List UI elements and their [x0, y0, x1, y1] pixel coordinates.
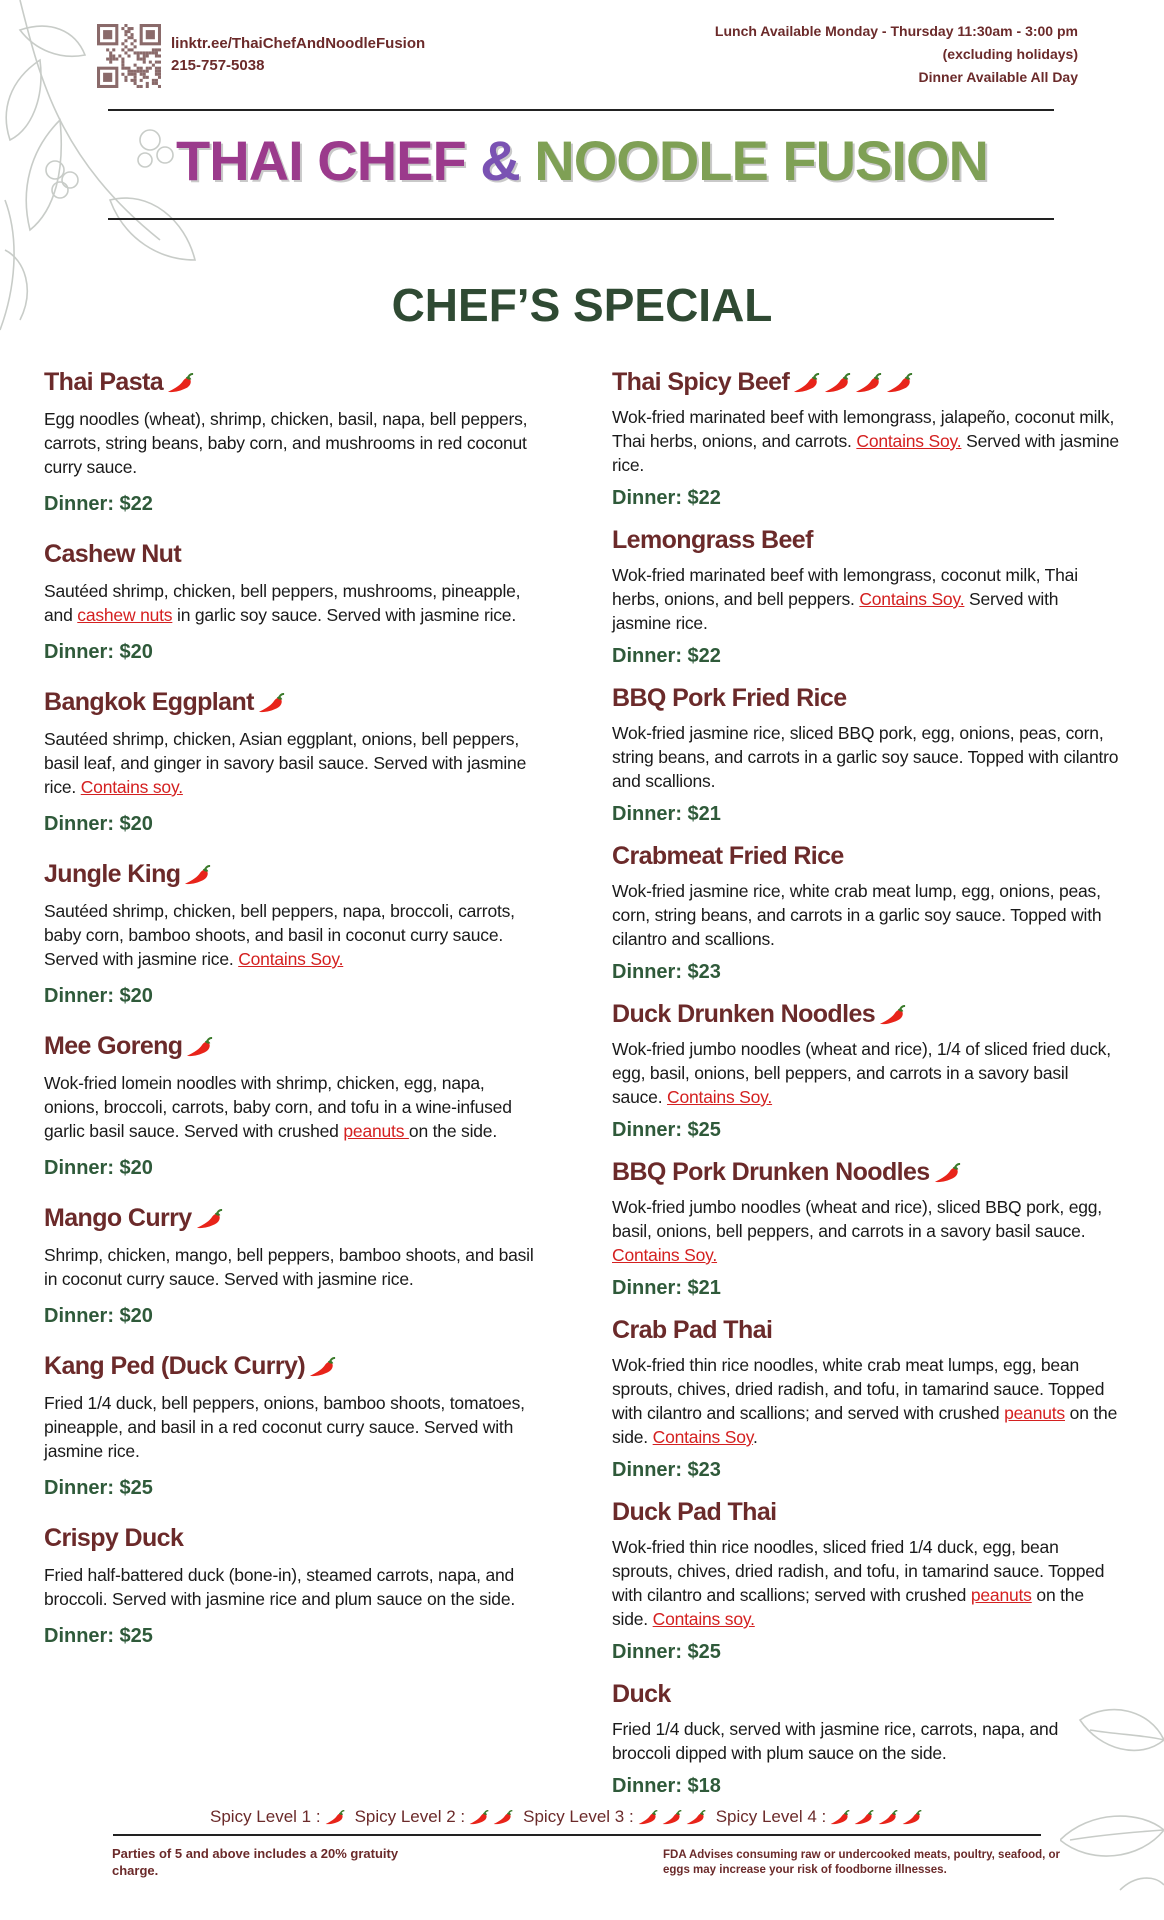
menu-item-title: Mee Goreng	[44, 1032, 183, 1060]
lunch-hours: Lunch Available Monday - Thursday 11:30am - 3:00 pm	[714, 23, 1078, 39]
section-title: CHEF’S SPECIAL	[391, 279, 773, 331]
allergen-warning: Contains Soy.	[238, 949, 344, 969]
allergen-warning: Contains Soy.	[667, 1087, 773, 1107]
menu-item-description	[44, 727, 544, 799]
description-text: Served with jasmine rice.	[612, 431, 1119, 475]
menu-item-description	[44, 579, 544, 627]
description-text: Wok-fried jumbo noodles (wheat and rice), 1/4 of sliced fried duck, egg, basil, onions, bell peppers, and carrots in a savory basil sauce.	[612, 1039, 1111, 1107]
description-text: on the side.	[612, 1585, 1084, 1629]
restaurant-title	[0, 128, 1164, 193]
spicy-level-1	[210, 1807, 345, 1826]
menu-column-left	[44, 368, 544, 1672]
description-text: Served with jasmine rice.	[612, 589, 1059, 633]
menu-item-name	[44, 860, 544, 889]
chili-pepper-icon	[902, 1810, 922, 1826]
menu-item-name	[612, 842, 1120, 871]
menu-item	[612, 842, 1120, 984]
menu-item-price: Dinner: $20	[44, 641, 153, 663]
allergen-warning: cashew nuts	[77, 605, 173, 625]
chili-pepper-icon	[167, 373, 194, 395]
menu-item	[612, 684, 1120, 826]
spicy-level-label: Spicy Level 1 :	[210, 1807, 321, 1826]
description-text: Fried 1/4 duck, served with jasmine rice, carrots, napa, and broccoli dipped with plum sauce on the side.	[612, 1719, 1059, 1763]
menu-item-description	[44, 1243, 544, 1291]
menu-item-price: Dinner: $20	[44, 985, 153, 1007]
header-contact	[171, 33, 425, 77]
description-text: Wok-fried jumbo noodles (wheat and rice), sliced BBQ pork, egg, basil, onions, bell peppers, and carrots in a savory basil sauce.	[612, 1197, 1102, 1241]
description-text: Wok-fried marinated beef with lemongrass, coconut milk, Thai herbs, onions, and bell peppers.	[612, 565, 1078, 609]
allergen-warning: Contains soy.	[80, 777, 183, 797]
brand-part-noodle-fusion: NOODLE FUSION	[519, 129, 988, 192]
chili-pepper-icon	[186, 1037, 213, 1059]
allergen-warning: Contains soy.	[652, 1609, 755, 1629]
header-divider-top	[108, 109, 1054, 111]
menu-item-title: Bangkok Eggplant	[44, 688, 254, 716]
menu-item	[612, 1316, 1120, 1482]
menu-item-title: Jungle King	[44, 860, 181, 888]
chili-pepper-icon	[934, 1163, 961, 1185]
menu-item-description	[612, 1717, 1120, 1765]
menu-item-name	[44, 1352, 544, 1381]
menu-item-price: Dinner: $23	[612, 961, 721, 983]
menu-item	[44, 1204, 544, 1328]
phone-number[interactable]: 215-757-5038	[171, 57, 265, 74]
menu-item-title: Duck Drunken Noodles	[612, 1000, 876, 1028]
header-divider-bottom	[108, 218, 1054, 220]
description-text: Wok-fried marinated beef with lemongrass, jalapeño, coconut milk, Thai herbs, onions, and carrots.	[612, 407, 1115, 451]
menu-item-description	[612, 721, 1120, 793]
menu-item-name	[612, 1158, 1120, 1187]
menu-item-name	[612, 1000, 1120, 1029]
brand-ampersand: &	[480, 129, 520, 192]
menu-item-description	[44, 899, 544, 971]
menu-item-price: Dinner: $25	[44, 1477, 153, 1499]
qr-code[interactable]	[97, 24, 161, 88]
menu-item	[612, 368, 1120, 510]
spicy-level-2	[355, 1807, 514, 1826]
chili-pepper-icon	[662, 1810, 682, 1826]
description-text: Wok-fried jasmine rice, white crab meat lump, egg, onions, peas, corn, string beans, and carrots in a garlic soy sauce. Topped with cilantro and scallions.	[612, 881, 1102, 949]
menu-item-title: BBQ Pork Drunken Noodles	[612, 1158, 930, 1186]
chili-pepper-icon	[855, 373, 882, 395]
menu-item-name	[612, 368, 1120, 397]
spicy-level-4	[716, 1807, 923, 1826]
gratuity-note: Parties of 5 and above includes a 20% gratuity charge.	[112, 1846, 399, 1878]
allergen-warning: Contains Soy.	[612, 1245, 718, 1265]
allergen-warning: peanuts	[1004, 1403, 1065, 1423]
menu-item-price: Dinner: $18	[612, 1775, 721, 1797]
menu-item-title: Lemongrass Beef	[612, 526, 813, 554]
menu-item-price: Dinner: $22	[612, 645, 721, 667]
spicy-legend	[210, 1807, 932, 1827]
chili-pepper-icon	[830, 1810, 850, 1826]
linktree-link[interactable]: linktr.ee/ThaiChefAndNoodleFusion	[171, 35, 426, 52]
description-text: on the side.	[408, 1121, 498, 1141]
spicy-level-label: Spicy Level 2 :	[354, 1807, 466, 1826]
menu-item-price: Dinner: $25	[612, 1641, 721, 1663]
menu-item	[44, 540, 544, 664]
menu-item-description	[44, 1071, 544, 1143]
description-text: Egg noodles (wheat), shrimp, chicken, basil, napa, bell peppers, carrots, string beans, baby corn, and mushrooms in red coconut curry sauce.	[44, 409, 528, 477]
menu-item-description	[44, 1563, 544, 1611]
description-text: Wok-fried thin rice noodles, sliced fried 1/4 duck, egg, bean sprouts, chives, dried radish, and tofu, in tamarind sauce. Topped with cilantro and scallions; served with crushed	[612, 1537, 1105, 1605]
menu-item	[44, 368, 544, 516]
spicy-level-label: Spicy Level 4 :	[715, 1807, 827, 1826]
menu-item-title: Kang Ped (Duck Curry)	[44, 1352, 306, 1380]
chili-pepper-icon	[184, 865, 211, 887]
dinner-hours: Dinner Available All Day	[918, 69, 1078, 85]
menu-item-title: Crispy Duck	[44, 1524, 184, 1552]
chili-pepper-icon	[879, 1005, 906, 1027]
brand-part-thai-chef: THAI CHEF	[176, 129, 481, 192]
description-text: on the side.	[612, 1403, 1118, 1447]
menu-item	[44, 1524, 544, 1648]
menu-item-name	[612, 684, 1120, 713]
menu-item-title: Duck Pad Thai	[612, 1498, 777, 1526]
chili-pepper-icon	[638, 1810, 658, 1826]
menu-item-description	[612, 1535, 1120, 1631]
description-text: Wok-fried jasmine rice, sliced BBQ pork, egg, onions, peas, corn, string beans, and carrots in a garlic soy sauce. Topped with cilantro and scallions.	[612, 723, 1119, 791]
menu-item-price: Dinner: $22	[44, 493, 153, 515]
menu-item-price: Dinner: $20	[44, 813, 153, 835]
menu-item-price: Dinner: $21	[612, 1277, 721, 1299]
description-text: Wok-fried thin rice noodles, white crab meat lumps, egg, bean sprouts, chives, dried radish, and tofu, in tamarind sauce. Topped with cilantro and scallions; and served with crushed	[612, 1355, 1105, 1423]
chili-pepper-icon	[824, 373, 851, 395]
description-text: Sautéed shrimp, chicken, Asian eggplant, onions, bell peppers, basil leaf, and ginger in savory basil sauce. Served with jasmine rice.	[44, 729, 527, 797]
menu-item-description	[612, 1195, 1120, 1267]
menu-item-name	[612, 1316, 1120, 1345]
description-text: Sautéed shrimp, chicken, bell peppers, napa, broccoli, carrots, baby corn, bamboo shoots, and basil in coconut curry sauce. Served with jasmine rice.	[44, 901, 515, 969]
allergen-warning: peanuts	[343, 1121, 409, 1141]
menu-item-price: Dinner: $25	[612, 1119, 721, 1141]
description-text: Sautéed shrimp, chicken, bell peppers, mushrooms, pineapple, and	[44, 581, 521, 625]
menu-item-title: Crabmeat Fried Rice	[612, 842, 844, 870]
chili-pepper-icon	[493, 1810, 513, 1826]
menu-item-title: BBQ Pork Fried Rice	[612, 684, 847, 712]
menu-item	[44, 1352, 544, 1500]
menu-item-name	[612, 1680, 1120, 1709]
menu-item	[612, 1680, 1120, 1798]
menu-item-price: Dinner: $20	[44, 1305, 153, 1327]
menu-item-description	[612, 563, 1120, 635]
menu-item-name	[44, 540, 544, 569]
description-text: Fried half-battered duck (bone-in), steamed carrots, napa, and broccoli. Served with jasmine rice and plum sauce on the side.	[44, 1565, 516, 1609]
menu-item-name	[44, 1204, 544, 1233]
footer-divider	[113, 1834, 1041, 1836]
menu-item	[612, 526, 1120, 668]
menu-item-name	[44, 1032, 544, 1061]
menu-item-price: Dinner: $21	[612, 803, 721, 825]
allergen-warning: Contains Soy.	[856, 431, 962, 451]
menu-item-price: Dinner: $25	[44, 1625, 153, 1647]
allergen-warning: peanuts	[970, 1585, 1032, 1605]
spicy-level-label: Spicy Level 3 :	[523, 1807, 634, 1826]
menu-item-title: Duck	[612, 1680, 671, 1708]
menu-item-name	[44, 1524, 544, 1553]
description-text: Fried 1/4 duck, bell peppers, onions, bamboo shoots, tomatoes, pineapple, and basil in a red coconut curry sauce. Served with jasmine rice.	[44, 1393, 525, 1461]
allergen-warning: Contains Soy	[652, 1427, 754, 1447]
menu-item-description	[612, 1037, 1120, 1109]
menu-item-title: Thai Pasta	[44, 368, 164, 396]
chili-pepper-icon	[686, 1810, 706, 1826]
chili-pepper-icon	[325, 1810, 345, 1826]
menu-item-description	[44, 1391, 544, 1463]
menu-column-right	[612, 368, 1120, 1814]
holiday-note: (excluding holidays)	[942, 46, 1078, 62]
spicy-level-3	[523, 1807, 706, 1826]
description-text: Shrimp, chicken, mango, bell peppers, bamboo shoots, and basil in coconut curry sauce. Served with jasmine rice.	[44, 1245, 534, 1289]
chili-pepper-icon	[854, 1810, 874, 1826]
menu-item	[44, 860, 544, 1008]
menu-item-name	[44, 688, 544, 717]
menu-item	[44, 688, 544, 836]
description-text: in garlic soy sauce. Served with jasmine rice.	[172, 605, 517, 625]
menu-item-price: Dinner: $23	[612, 1459, 721, 1481]
menu-item	[612, 1158, 1120, 1300]
menu-item-title: Cashew Nut	[44, 540, 182, 568]
chili-pepper-icon	[469, 1810, 489, 1826]
chili-pepper-icon	[309, 1357, 336, 1379]
description-text: Wok-fried lomein noodles with shrimp, chicken, egg, napa, onions, broccoli, carrots, baby corn, and tofu in a wine-infused garlic basil sauce. Served with crushed	[44, 1073, 512, 1141]
menu-item-description	[44, 407, 544, 479]
chili-pepper-icon	[793, 373, 820, 395]
chili-pepper-icon	[196, 1209, 223, 1231]
chili-pepper-icon	[878, 1810, 898, 1826]
menu-item-title: Mango Curry	[44, 1204, 192, 1232]
menu-item-description	[612, 1353, 1120, 1449]
menu-item-price: Dinner: $20	[44, 1157, 153, 1179]
menu-item	[612, 1498, 1120, 1664]
menu-item-name	[612, 1498, 1120, 1527]
menu-item-title: Thai Spicy Beef	[612, 368, 790, 396]
menu-item-name	[612, 526, 1120, 555]
fda-advisory: FDA Advises consuming raw or undercooked meats, poultry, seafood, or eggs may increase your risk of foodborne illnesses.	[663, 1849, 1061, 1876]
menu-item-price: Dinner: $22	[612, 487, 721, 509]
description-text: .	[753, 1427, 758, 1447]
chili-pepper-icon	[258, 693, 285, 715]
allergen-warning: Contains Soy.	[859, 589, 965, 609]
menu-item-title: Crab Pad Thai	[612, 1316, 773, 1344]
menu-item	[612, 1000, 1120, 1142]
menu-item-description	[612, 879, 1120, 951]
menu-item-name	[44, 368, 544, 397]
menu-item	[44, 1032, 544, 1180]
menu-item-description	[612, 405, 1120, 477]
header-hours	[715, 20, 1078, 89]
chili-pepper-icon	[886, 373, 913, 395]
